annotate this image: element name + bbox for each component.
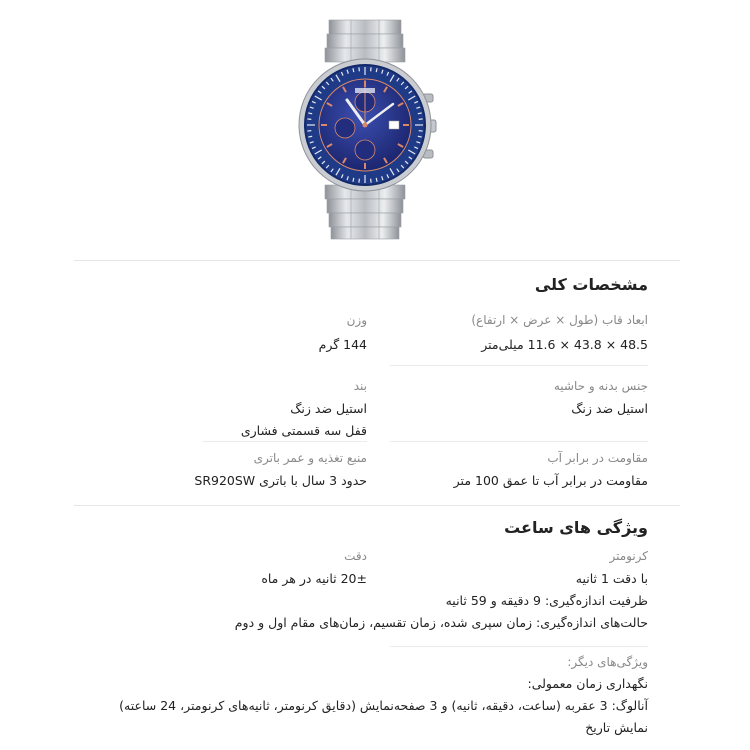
divider-spec-1 [390,365,648,366]
dimensions-value: 48.5 × 43.8 × 11.6 میلی‌متر [481,337,648,352]
accuracy-label: دقت [344,549,367,563]
other-label: ویژگی‌های دیگر: [567,655,648,669]
divider-features [390,646,648,647]
spec-band [67,378,367,442]
spec-body [390,378,648,420]
divider-top [74,260,680,261]
band-value-2: قفل سه قسمتی فشاری [240,423,367,438]
accuracy-value: 20± ثانیه در هر ماه [261,571,367,586]
other-line-3: نمایش تاریخ [585,720,648,735]
general-section-title: مشخصات کلی [534,275,648,294]
feature-accuracy [67,548,367,590]
chrono-label: کرنومتر [609,549,648,563]
other-line-1: نگهداری زمان معمولی: [527,676,648,691]
wristwatch-icon [285,0,445,250]
spec-power [67,450,367,492]
body-value: استیل ضد زنگ [571,401,648,416]
band-label: بند [353,379,367,393]
weight-label: وزن [346,313,367,327]
product-image[interactable] [285,0,445,250]
other-line-2: آنالوگ: 3 عقربه (ساعت، دقیقه، ثانیه) و 3 صفحه‌نمایش (دقایق کرنومتر، ثانیه‌های کرنومتر، 24 ساعته) [119,698,648,713]
features-section-title: ویژگی های ساعت [504,518,648,537]
spec-water [390,450,648,492]
divider-middle [74,505,680,506]
water-label: مقاومت در برابر آب [547,451,648,465]
dimensions-label: ابعاد قاب (طول × عرض × ارتفاع) [471,313,648,327]
chrono-line-3: حالت‌های اندازه‌گیری: زمان سپری شده، زمان تقسیم، زمان‌های مقام اول و دوم [234,615,648,630]
divider-spec-3 [202,441,367,442]
divider-spec-2 [390,441,648,442]
feature-other [28,654,648,739]
band-value-1: استیل ضد زنگ [290,401,367,416]
water-value: مقاومت در برابر آب تا عمق 100 متر [453,473,648,488]
spec-dimensions [390,312,648,356]
body-label: جنس بدنه و حاشیه [553,379,648,393]
spec-weight [67,312,367,356]
weight-value: 144 گرم [318,337,367,352]
chrono-line-2: ظرفیت اندازه‌گیری: 9 دقیقه و 59 ثانیه [445,593,648,608]
power-value: حدود 3 سال با باتری SR920SW [194,473,367,488]
feature-chronograph [348,548,648,564]
chrono-line-1: با دقت 1 ثانیه [575,571,648,586]
power-label: منبع تغذیه و عمر باتری [253,451,367,465]
